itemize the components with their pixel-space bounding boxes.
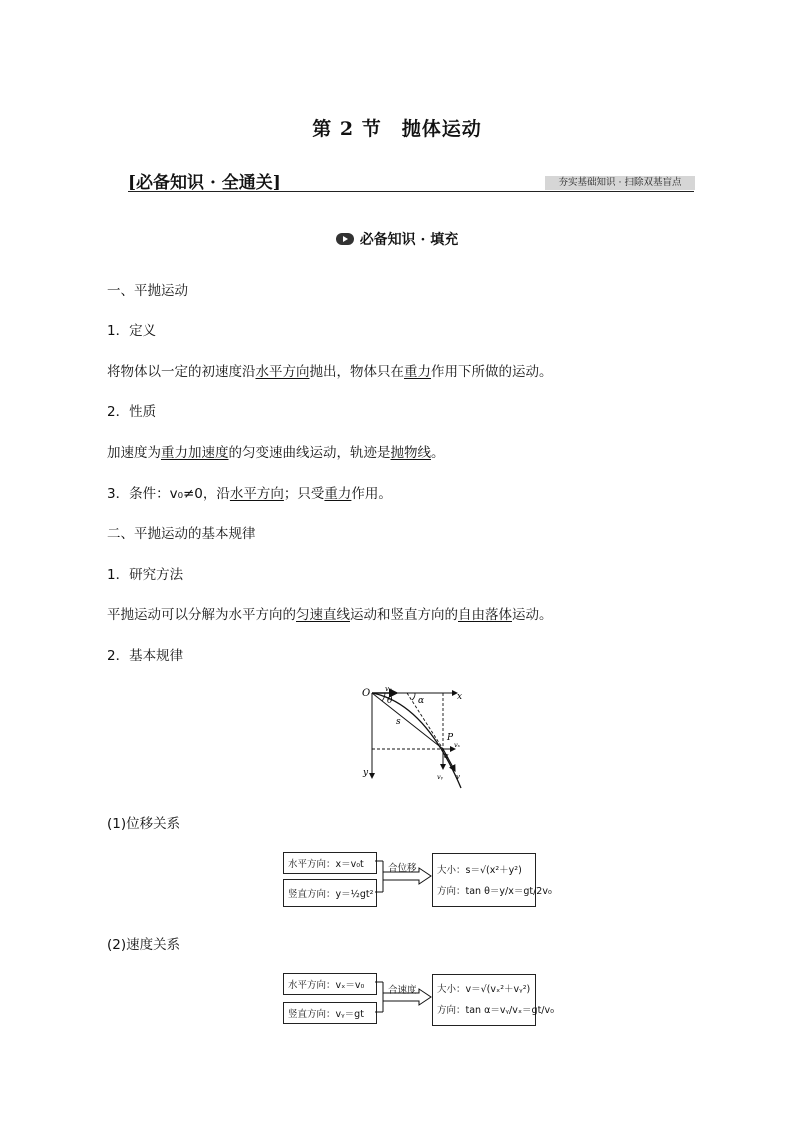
method-text: 平抛运动可以分解为水平方向的匀速直线运动和竖直方向的自由落体运动。 <box>107 607 553 623</box>
velocity-arrow-label: 合速度 <box>388 985 417 996</box>
property-text: 加速度为重力加速度的匀变速曲线运动，轨迹是抛物线。 <box>107 445 445 461</box>
banner-divider <box>128 191 694 192</box>
blank-answer: 匀速直线 <box>296 607 350 623</box>
blank-answer: 重力 <box>324 486 352 502</box>
velocity-horizontal-box: 水平方向：vₓ＝v₀ <box>283 973 377 995</box>
subheading-method: 1．研究方法 <box>107 567 184 583</box>
subheading-basic-rules: 2．基本规律 <box>107 648 184 664</box>
subheading-definition: 1．定义 <box>107 323 157 339</box>
x-label: x <box>457 692 463 702</box>
blank-answer: 自由落体 <box>458 607 512 623</box>
subheading-property: 2．性质 <box>107 404 157 420</box>
velocity-heading: (2)速度关系 <box>107 937 181 953</box>
alpha-label: α <box>418 696 425 706</box>
definition-text: 将物体以一定的初速度沿水平方向抛出，物体只在重力作用下所做的运动。 <box>107 364 553 380</box>
origin-label: O <box>362 688 371 699</box>
banner-subtitle: 夯实基础知识 · 扫除双基盲点 <box>545 176 695 190</box>
blank-answer: 抛物线 <box>390 445 431 461</box>
displacement-result-box: 大小：s＝√(x²＋y²) 方向：tan θ＝y/x＝gt/2v₀ <box>432 853 536 907</box>
projectile-diagram <box>355 683 475 793</box>
y-label: y <box>363 768 369 778</box>
section-heading-text: 必备知识 · 填充 <box>359 232 459 248</box>
heading-2: 二、平抛运动的基本规律 <box>107 526 256 542</box>
blank-answer: 水平方向 <box>229 486 284 502</box>
tangent-extension <box>407 693 443 749</box>
displacement-heading: (1)位移关系 <box>107 816 181 832</box>
banner-title: [必备知识 · 全通关] <box>128 173 281 193</box>
v0-label: v₀ <box>385 685 392 693</box>
condition-text: 3．条件：v₀≠0，沿水平方向；只受重力作用。 <box>107 486 392 502</box>
velocity-vertical-box: 竖直方向：vᵧ＝gt <box>283 1002 377 1024</box>
theta-label: θ <box>387 696 393 706</box>
displacement-vertical-box: 竖直方向：y＝½gt² <box>283 879 377 907</box>
play-icon <box>336 233 354 245</box>
blank-answer: 重力 <box>404 364 431 380</box>
section-heading <box>0 229 794 249</box>
heading-1: 一、平抛运动 <box>107 283 188 299</box>
p-label: P <box>447 733 454 743</box>
s-label: s <box>396 717 401 727</box>
displacement-horizontal-box: 水平方向：x＝v₀t <box>283 852 377 874</box>
velocity-result-box: 大小：v＝√(vₓ²＋vᵧ²) 方向：tan α＝vᵧ/vₓ＝gt/v₀ <box>432 974 536 1026</box>
vy-label: vᵧ <box>437 773 444 781</box>
v-label: v <box>456 773 460 781</box>
displacement-arrow-label: 合位移 <box>388 863 417 874</box>
vx-label: vₓ <box>454 741 460 749</box>
alpha2-label: α <box>444 752 449 760</box>
page-title: 第 2 节 抛体运动 <box>312 118 482 140</box>
displacement-line <box>372 693 443 749</box>
blank-answer: 重力加速度 <box>161 445 229 461</box>
blank-answer: 水平方向 <box>255 364 310 380</box>
